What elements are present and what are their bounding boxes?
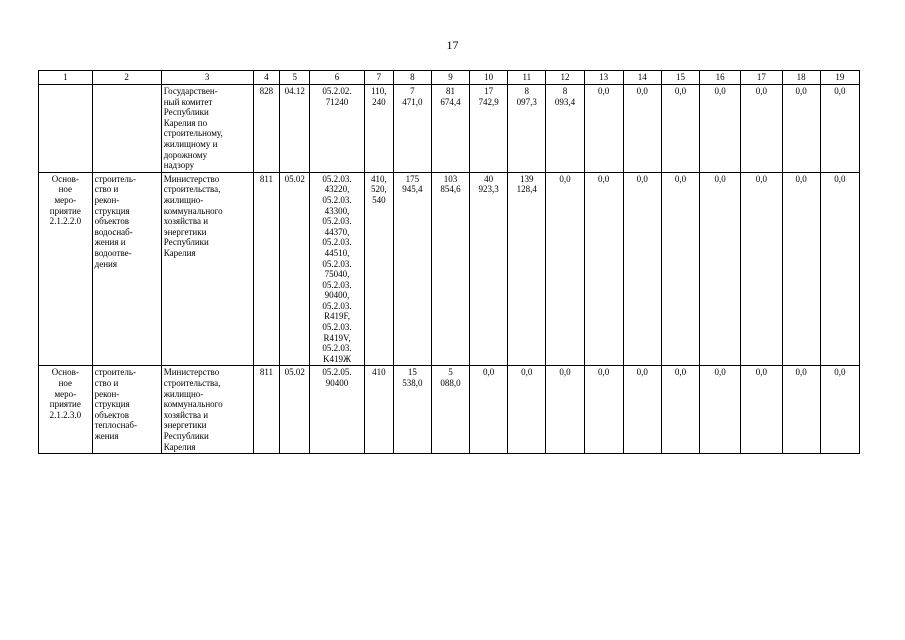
table-cell-col-5: 05.02: [280, 366, 310, 454]
table-cell-col-5: 04.12: [280, 85, 310, 173]
table-cell-col-11: 0,0: [508, 366, 546, 454]
table-cell-col-6: 05.2.05. 90400: [310, 366, 365, 454]
table-cell-col-3: Министерство строительства, жилищно- коммунального хозяйства и энергетики Республики Карелия: [161, 172, 253, 366]
table-cell-col-15: 0,0: [661, 85, 699, 173]
table-cell-col-3: Министерство строительства, жилищно- коммунального хозяйства и энергетики Республики Карелия: [161, 366, 253, 454]
table-cell-col-7: 410, 520, 540: [364, 172, 393, 366]
table-cell-col-5: 05.02: [280, 172, 310, 366]
table-cell-col-9: 5 088,0: [431, 366, 469, 454]
table-cell-col-15: 0,0: [661, 172, 699, 366]
table-cell-col-13: 0,0: [584, 172, 623, 366]
column-header-10: 10: [470, 71, 508, 85]
table-cell-col-14: 0,0: [623, 366, 661, 454]
table-cell-col-4: 828: [253, 85, 280, 173]
table-cell-col-12: 0,0: [546, 366, 584, 454]
table-cell-col-1: [39, 85, 93, 173]
table-cell-col-4: 811: [253, 172, 280, 366]
table-cell-col-11: 139 128,4: [508, 172, 546, 366]
column-header-19: 19: [820, 71, 859, 85]
table-cell-col-19: 0,0: [820, 85, 859, 173]
table-cell-col-2: [92, 85, 161, 173]
column-header-13: 13: [584, 71, 623, 85]
table-cell-col-14: 0,0: [623, 85, 661, 173]
table-cell-col-2: строитель- ство и рекон- струкция объектов теплоснаб- жения: [92, 366, 161, 454]
column-header-5: 5: [280, 71, 310, 85]
table-cell-col-4: 811: [253, 366, 280, 454]
table-cell-col-16: 0,0: [700, 172, 741, 366]
table-cell-col-3: Государствен- ный комитет Республики Карелия по строительному, жилищному и дорожному надзору: [161, 85, 253, 173]
table-cell-col-17: 0,0: [741, 172, 782, 366]
table-cell-col-6: 05.2.02. 71240: [310, 85, 365, 173]
table-cell-col-12: 8 093,4: [546, 85, 584, 173]
table-cell-col-16: 0,0: [700, 366, 741, 454]
column-header-15: 15: [661, 71, 699, 85]
column-header-6: 6: [310, 71, 365, 85]
budget-table: [38, 70, 860, 454]
table-cell-col-18: 0,0: [782, 85, 820, 173]
page-number: 17: [446, 38, 459, 52]
column-header-3: 3: [161, 71, 253, 85]
column-header-9: 9: [431, 71, 469, 85]
column-header-2: 2: [92, 71, 161, 85]
table-row: [39, 172, 860, 366]
column-header-8: 8: [393, 71, 431, 85]
column-header-12: 12: [546, 71, 584, 85]
table-row: [39, 85, 860, 173]
table-cell-col-18: 0,0: [782, 172, 820, 366]
table-cell-col-14: 0,0: [623, 172, 661, 366]
table-cell-col-12: 0,0: [546, 172, 584, 366]
table-cell-col-1: Основ- ное меро- приятие 2.1.2.2.0: [39, 172, 93, 366]
column-header-18: 18: [782, 71, 820, 85]
table-cell-col-17: 0,0: [741, 366, 782, 454]
table-cell-col-17: 0,0: [741, 85, 782, 173]
column-header-14: 14: [623, 71, 661, 85]
column-header-7: 7: [364, 71, 393, 85]
table-cell-col-9: 103 854,6: [431, 172, 469, 366]
table-cell-col-8: 7 471,0: [393, 85, 431, 173]
table-cell-col-6: 05.2.03. 43220, 05.2.03. 43300, 05.2.03. 44370, 05.2.03. 44510, 05.2.03. 75040, 05.2.03. 90400, 05.2.03. R419F, 05.2.03. R419V, 05.2.03. K419Ж: [310, 172, 365, 366]
column-header-16: 16: [700, 71, 741, 85]
table-cell-col-10: 0,0: [470, 366, 508, 454]
table-cell-col-18: 0,0: [782, 366, 820, 454]
table-cell-col-9: 81 674,4: [431, 85, 469, 173]
header-row: [39, 71, 860, 85]
table-cell-col-13: 0,0: [584, 85, 623, 173]
table-cell-col-7: 110, 240: [364, 85, 393, 173]
table-cell-col-15: 0,0: [661, 366, 699, 454]
table-cell-col-11: 8 097,3: [508, 85, 546, 173]
table-cell-col-19: 0,0: [820, 172, 859, 366]
table-cell-col-8: 15 538,0: [393, 366, 431, 454]
table-cell-col-10: 40 923,3: [470, 172, 508, 366]
table-cell-col-10: 17 742,9: [470, 85, 508, 173]
table-cell-col-16: 0,0: [700, 85, 741, 173]
table-cell-col-8: 175 945,4: [393, 172, 431, 366]
column-header-17: 17: [741, 71, 782, 85]
table-cell-col-2: строитель- ство и рекон- струкция объектов водоснаб- жения и водоотве- дения: [92, 172, 161, 366]
table-cell-col-7: 410: [364, 366, 393, 454]
column-header-4: 4: [253, 71, 280, 85]
table-cell-col-19: 0,0: [820, 366, 859, 454]
column-header-1: 1: [39, 71, 93, 85]
table-cell-col-13: 0,0: [584, 366, 623, 454]
column-header-11: 11: [508, 71, 546, 85]
table-row: [39, 366, 860, 454]
table-cell-col-1: Основ- ное меро- приятие 2.1.2.3.0: [39, 366, 93, 454]
